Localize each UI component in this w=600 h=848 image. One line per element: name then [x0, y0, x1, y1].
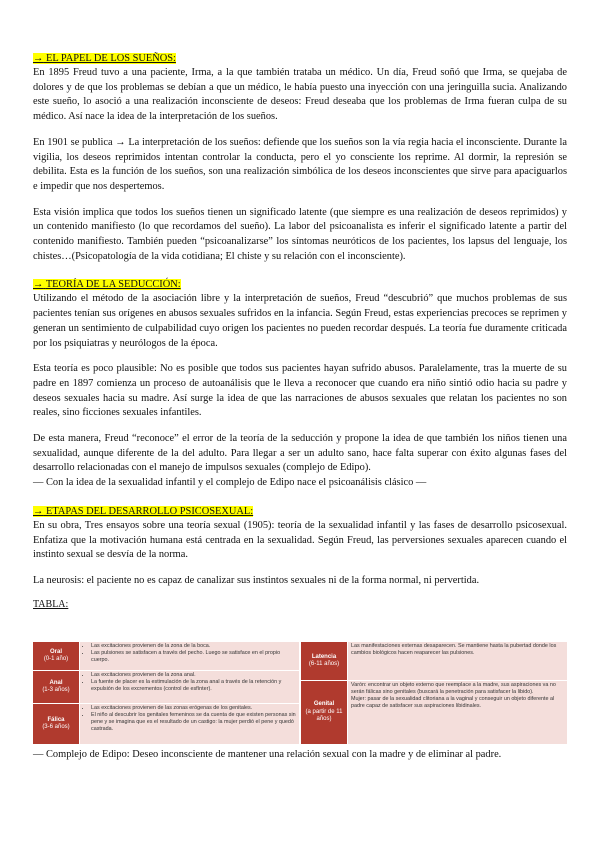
stage-label: Oral (0-1 año) — [33, 642, 79, 670]
paragraph: En su obra, Tres ensayos sobre una teoría sexual (1905): teoría de la sexualidad infantil y las fases de desarrollo psicosexual. Enfatiza que la motivación humana está centrada en la sexualidad. Según Freud, las perversiones sexuales aparecen cuando el instinto sexual se desvía de la norma. — [33, 519, 567, 561]
document-body — [33, 52, 567, 613]
table-left — [33, 642, 299, 744]
stage-label: Anal (1-3 años) — [33, 671, 79, 703]
paragraph: — Con la idea de la sexualidad infantil y el complejo de Edipo nace el psicoanálisis clásico — — [33, 477, 427, 489]
table-title: TABLA: — [33, 598, 69, 610]
table-row-oral — [33, 642, 299, 670]
paragraph: De esta manera, Freud “reconoce” el error de la teoría de la seducción y propone la idea de que también los niños tienen una sexualidad, aunque diferente de la del adulto. Para llegar a ser un adulto sano, hace falta superar con éxito algunas fases del desarrollo relacionadas con el manejo de impulsos sexuales (complejo de Edipo). — [33, 433, 567, 474]
stage-description: Las manifestaciones externas desaparecen. Se mantiene hasta la pubertad donde los cambios biológicos hacen reaparecer las pulsiones. — [348, 642, 567, 680]
stage-description: • Las excitaciones provienen de la zona anal. • La fuente de placer es la estimulación de la zona anal a través de la retención y expulsión de los excrementos (control de esfínter). — [80, 671, 299, 703]
stage-description: • Las excitaciones provienen de las zonas erógenas de los genitales. • El niño al descubrir los genitales femeninos se da cuenta de que existen personas sin pene y se imagina que es el resultado de un castigo: la mujer perdió el pene y quedó castrada. — [80, 704, 299, 744]
section-heading-seduccion: → TEORÍA DE LA SEDUCCIÓN: — [33, 279, 181, 291]
stage-label: Latencia (6-11 años) — [301, 642, 347, 680]
paragraph: Utilizando el método de la asociación libre y la interpretación de sueños, Freud “descubrió” que muchos problemas de sus pacientes tenían sus orígenes en abusos sexuales sufridos en la infancia. Según Freud, estas experiencias precoces se reprimen y generan un sentimiento de culpabilidad cuyo origen los pacientes no pueden recordar después. La teoría fue duramente criticada por los psiquiatras y neurólogos de la época. — [33, 293, 567, 349]
table-right — [301, 642, 567, 744]
section-heading-suenos: → EL PAPEL DE LOS SUEÑOS: — [33, 53, 176, 64]
table-row-genital — [301, 681, 567, 744]
paragraph: En 1901 se publica → La interpretación de los sueños: defiende que los sueños son la vía regia hacia el inconsciente. Durante la vigilia, los deseos reprimidos intentan controlar la conducta, pero el yo consciente los reprime. Al dormir, la represión se debilita. Esta es la función de los sueños, son una realización simbólica de los deseos inconscientes que sirve para apaciguarlos e impedir que nos despertemos. — [33, 136, 567, 192]
paragraph: Esta visión implica que todos los sueños tienen un significado latente (que siempre es una realización de deseos reprimidos) y un contenido manifiesto (lo que recordamos del sueño). La labor del psicoanalista es inferir el significado latente a partir del contenido manifiesto. También pueden “psicoanalizarse” los síntomas neuróticos de los pacientes, los lapsus del lenguaje, los chistes…(Psicopatología de la vida cotidiana; El chiste y su relación con el inconsciente). — [33, 206, 567, 262]
stage-description: Varón: encontrar un objeto externo que reemplace a la madre, sus aspiraciones va no serán fálicas sino genitales (buscará la penetración para satisfacer la libido). Mujer: pasar de la sexualidad clitoriana a la vaginal y conseguir un objeto diferente al padre capaz de satisfacer sus aspiraciones libidinales. — [348, 681, 567, 744]
table-row-latencia — [301, 642, 567, 680]
stage-label: Genital (a partir de 11 años) — [301, 681, 347, 744]
table-row-anal — [33, 671, 299, 703]
footer-note: — Complejo de Edipo: Deseo inconsciente de mantener una relación sexual con la madre y de eliminar al padre. — [33, 749, 502, 760]
table-row-falica — [33, 704, 299, 744]
section-heading-etapas: → ETAPAS DEL DESARROLLO PSICOSEXUAL: — [33, 505, 254, 517]
stage-description: • Las excitaciones provienen de la zona de la boca. • Las pulsiones se satisfacen a través del pecho. Luego se satisface en el propio cuerpo. — [80, 642, 299, 670]
stage-label: Fálica (3-6 años) — [33, 704, 79, 744]
paragraph: La neurosis: el paciente no es capaz de canalizar sus instintos sexuales ni de la forma normal, ni pervertida. — [33, 574, 480, 586]
paragraph: En 1895 Freud tuvo a una paciente, Irma, a la que también trataba un médico. Un día, Freud soñó que Irma, se quejaba de dolores y de que los problemas se debían a que un médico, le había puesto una inyección con una jeringuilla sucia. Analizando este sueño, lo asoció a una realización inconsciente de deseos: Freud deseaba que los problemas de Irma fueran culpa de su médico. Así nace la idea de la interpretación de los sueños. — [33, 67, 567, 123]
paragraph: Esta teoría es poco plausible: No es posible que todos sus pacientes hayan sufrido abusos. Paralelamente, tras la muerte de su padre en 1897 comienza un proceso de autoanálisis que le lleva a reconocer que cuando era niño sintió odio hacia su padre y deseos sexuales hacia su madre. Así surge la idea de que las narraciones de abusos sexuales que relatan los pacientes no son reales, sino ficciones sexuales infantiles. — [33, 363, 567, 419]
stages-table — [33, 642, 567, 744]
